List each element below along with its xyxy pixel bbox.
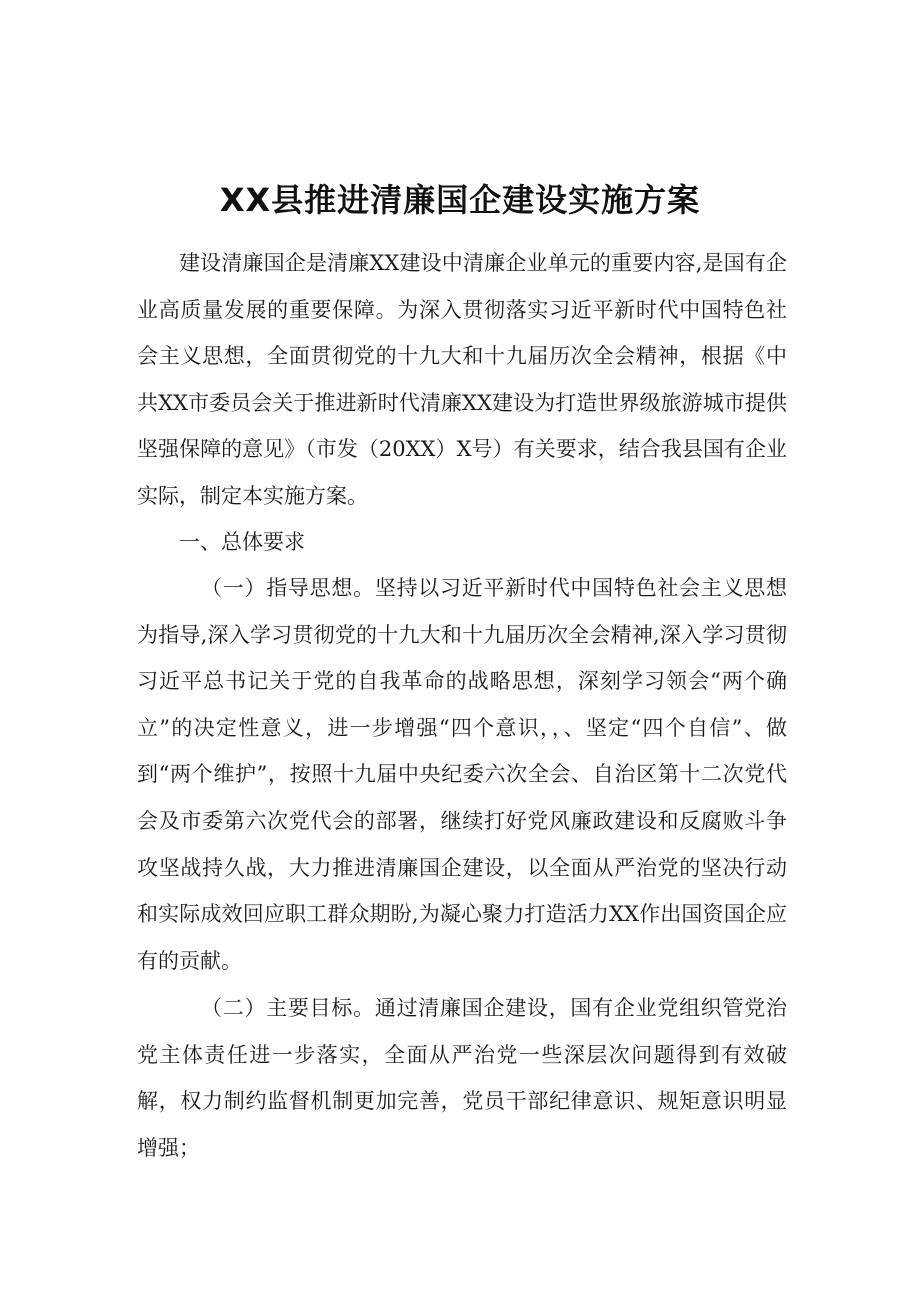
document-title: XX县推进清廉国企建设实施方案 xyxy=(219,181,701,219)
main-objectives-paragraph: （二）主要目标。通过清廉国企建设，国有企业党组织管党治党主体责任进一步落实，全面从严治党一些深层次问题得到有效破解，权力制约监督机制更加完善，党员干部纪律意识、规矩意识明显增强； xyxy=(137,996,787,1160)
intro-paragraph: 建设清廉国企是清廉XX建设中清廉企业单元的重要内容,是国有企业高质量发展的重要保障。为深入贯彻落实习近平新时代中国特色社会主义思想，全面贯彻党的十九大和十九届历次全会精神，根据《中共XX市委员会关于推进新时代清廉XX建设为打造世界级旅游城市提供坚强保障的意见》（市发（20XX）X号）有关要求，结合我县国有企业实际，制定本实施方案。 xyxy=(137,251,787,508)
guiding-ideology-paragraph: （一）指导思想。坚持以习近平新时代中国特色社会主义思想为指导,深入学习贯彻党的十九大和十九届历次全会精神,深入学习贯彻习近平总书记关于党的自我革命的战略思想，深刻学习领会“两个确立”的决定性意义，进一步增强“四个意识，，、坚定“四个自信”、做到“两个维护”，按照十九届中央纪委六次全会、自治区第十二次党代会及市委第六次党代会的部署，继续打好党风廉政建设和反腐败斗争攻坚战持久战，大力推进清廉国企建设，以全面从严治党的坚决行动和实际成效回应职工群众期盼,为凝心聚力打造活力XX作出国资国企应有的贡献。 xyxy=(137,576,787,973)
section-heading-general-requirements: 一、总体要求 xyxy=(179,530,305,554)
